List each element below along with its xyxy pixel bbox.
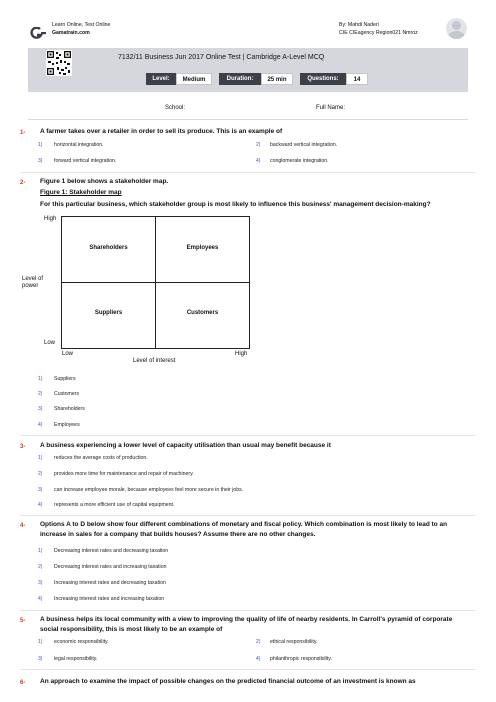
x-axis-low: Low bbox=[62, 351, 74, 357]
option-number: 2) bbox=[256, 142, 261, 148]
avatar bbox=[446, 18, 467, 39]
option-number: 2) bbox=[38, 391, 43, 397]
option-text[interactable]: Employees bbox=[54, 422, 80, 428]
question-number: 1- bbox=[20, 130, 26, 136]
option-number: 2) bbox=[38, 564, 43, 570]
option-text[interactable]: backward vertical integration. bbox=[270, 142, 338, 148]
divider bbox=[20, 515, 476, 516]
question-number: 4- bbox=[20, 523, 26, 529]
duration-value: 25 min bbox=[261, 73, 293, 85]
option-text[interactable]: provides more time for maintenance and repair of machinery. bbox=[54, 471, 194, 477]
option-text[interactable]: philanthropic responsibility. bbox=[270, 656, 332, 662]
option-number: 2) bbox=[256, 639, 261, 645]
question-text: Options A to D below show four different combinations of monetary and fiscal policy. Which combination is most likely to lead to an increase in sales for a company that builds houses? Assume there are no other changes. bbox=[40, 521, 448, 538]
question-number: 6- bbox=[20, 680, 26, 686]
quadrant-shareholders: Shareholders bbox=[89, 245, 128, 251]
question-text: A farmer takes over a retailer in order to sell its produce. This is an example of bbox=[40, 128, 283, 135]
question-text: Figure 1 below shows a stakeholder map. bbox=[40, 178, 169, 185]
option-text[interactable]: legal responsibility. bbox=[54, 656, 98, 662]
option-text[interactable]: horizontal integration. bbox=[54, 142, 104, 148]
quadrant-employees: Employees bbox=[186, 245, 219, 251]
option-number: 1) bbox=[38, 548, 43, 554]
option-text[interactable]: Suppliers bbox=[54, 376, 76, 382]
figure-caption: Figure 1: Stakeholder map bbox=[40, 189, 122, 196]
site-tagline: Learn Online, Test Online bbox=[52, 22, 111, 28]
option-number: 1) bbox=[38, 376, 43, 382]
question-text-2: For this particular business, which stakeholder group is most likely to influence this business' management decision-making? bbox=[40, 201, 431, 208]
option-text[interactable]: economic responsibility. bbox=[54, 639, 109, 645]
option-number: 4) bbox=[256, 656, 261, 662]
map-horizontal-divider bbox=[61, 282, 250, 283]
option-text[interactable]: Decreasing interest rates and decreasing taxation bbox=[54, 548, 169, 554]
divider bbox=[20, 435, 476, 436]
option-text[interactable]: Increasing interest rates and increasing taxation bbox=[54, 596, 165, 602]
option-text[interactable]: conglomerate integration. bbox=[270, 158, 329, 164]
option-text[interactable]: Customers bbox=[54, 391, 80, 397]
site-name[interactable]: Gamatrain.com bbox=[52, 30, 90, 36]
y-axis-high: High bbox=[44, 216, 57, 222]
y-axis-low: Low bbox=[44, 340, 56, 346]
question-number: 5- bbox=[20, 618, 26, 624]
option-number: 3) bbox=[38, 487, 43, 493]
publisher-line: CIE CIEagency Region021 Nmroz bbox=[339, 30, 418, 36]
option-number: 3) bbox=[38, 158, 43, 164]
question-number: 2- bbox=[20, 180, 26, 186]
option-number: 3) bbox=[38, 406, 43, 412]
divider bbox=[20, 172, 476, 173]
gamatrain-logo-icon bbox=[30, 26, 47, 38]
option-number: 1) bbox=[38, 639, 43, 645]
option-number: 1) bbox=[38, 142, 43, 148]
question-text: A business helps its local community with a view to improving the quality of life of nearby residents. In Carroll's pyramid of corporate social responsibility, this is most likely to be an example of bbox=[40, 616, 453, 633]
divider bbox=[28, 119, 468, 120]
option-number: 4) bbox=[38, 422, 43, 428]
qr-code-icon bbox=[46, 50, 72, 76]
quadrant-suppliers: Suppliers bbox=[94, 310, 123, 316]
option-number: 4) bbox=[38, 596, 43, 602]
option-text[interactable]: Shareholders bbox=[54, 406, 85, 412]
duration-label: Duration: bbox=[219, 73, 261, 85]
fullname-label: Full Name: bbox=[316, 105, 346, 111]
option-number: 4) bbox=[256, 158, 261, 164]
option-text[interactable]: represents a more efficient use of capital equipment. bbox=[54, 502, 175, 508]
questions-value: 14 bbox=[346, 73, 368, 85]
option-number: 3) bbox=[38, 580, 43, 586]
option-text[interactable]: forward vertical integration. bbox=[54, 158, 117, 164]
option-text[interactable]: reduces the average costs of production. bbox=[54, 455, 148, 461]
divider bbox=[20, 610, 476, 611]
divider bbox=[20, 669, 476, 670]
option-text[interactable]: Decreasing interest rates and increasing taxation bbox=[54, 564, 167, 570]
option-text[interactable]: can increase employee morale, because employees feel more secure in their jobs. bbox=[54, 487, 244, 493]
question-text: A business experiencing a lower level of capacity utilisation than usual may benefit because it bbox=[40, 442, 331, 449]
questions-label: Questions: bbox=[300, 73, 346, 85]
option-text[interactable]: ethical responsibility. bbox=[270, 639, 318, 645]
level-value: Medium bbox=[176, 73, 212, 85]
question-number: 3- bbox=[20, 444, 26, 450]
option-number: 4) bbox=[38, 502, 43, 508]
y-axis-label: power bbox=[22, 283, 39, 289]
school-label: School: bbox=[165, 105, 186, 111]
option-text[interactable]: Increasing interest rates and decreasing taxation bbox=[54, 580, 166, 586]
test-title: 7132/11 Business Jun 2017 Online Test | Cambridge A-Level MCQ bbox=[118, 54, 325, 61]
question-text: An approach to examine the impact of possible changes on the predicted financial outcome of an investment is known as bbox=[40, 678, 416, 685]
x-axis-high: High bbox=[235, 351, 248, 357]
author-line: By: Mahdi Naderi bbox=[339, 22, 379, 28]
quadrant-customers: Customers bbox=[186, 310, 219, 316]
level-label: Level: bbox=[146, 73, 176, 85]
option-number: 2) bbox=[38, 471, 43, 477]
option-number: 3) bbox=[38, 656, 43, 662]
option-number: 1) bbox=[38, 455, 43, 461]
y-axis-label: Level of bbox=[22, 276, 44, 282]
x-axis-label: Level of interest bbox=[133, 358, 176, 364]
